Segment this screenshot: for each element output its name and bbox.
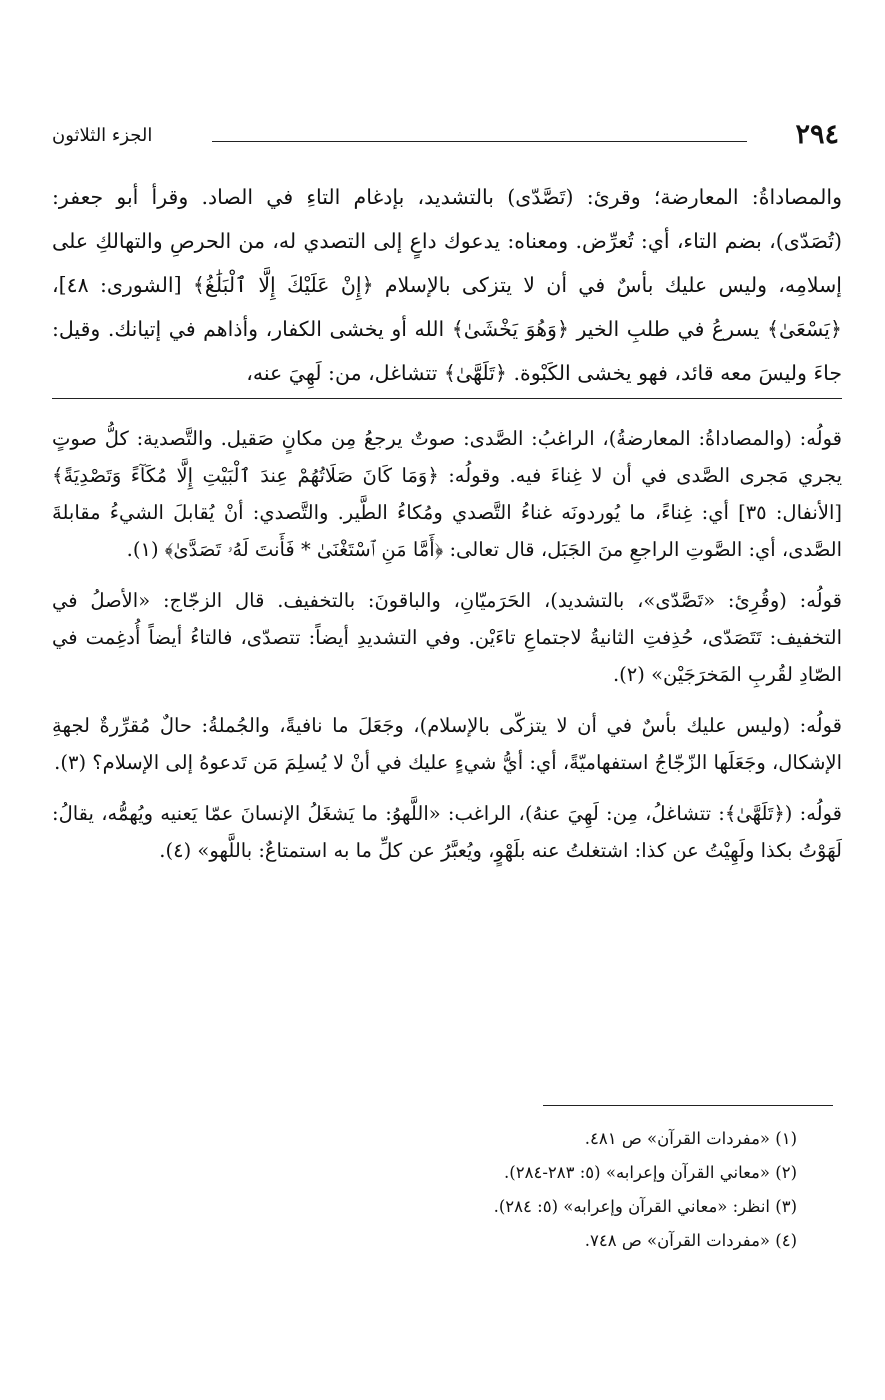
footnote: (٢) «معاني القرآن وإعرابه» (٥: ٢٨٣-٢٨٤). — [504, 1163, 797, 1182]
main-text — [52, 175, 842, 395]
running-title: الجزء الثلاثون — [52, 125, 153, 146]
page-header — [52, 118, 839, 158]
header-rule — [212, 141, 747, 142]
commentary-paragraph: قولُه: (والمصاداةُ: المعارضةُ)، الراغبُ: الصَّدى: صوتٌ يرجعُ مِن مكانٍ صَقيل. والتَّصدية: كلُّ صوتٍ يجري مَجرى الصَّدى في أن لا غِناءَ فيه. وقولُه: ﴿وَمَا كَانَ صَلَاتُهُمْ عِندَ ٱلْبَيْتِ إِلَّا مُكَآءً وَتَصْدِيَةً﴾ [الأنفال: ٣٥] أي: غِناءً، ما يُوردونَه غناءُ التَّصدي ومُكاءُ الطَّير. والتَّصدي: أنْ يُقابلَ الشيءُ مقابلةَ الصَّدى، أي: الصَّوتِ الراجعِ منَ الجَبَل، قال تعالى: ﴿أَمَّا مَنِ ٱسْتَغْنَىٰ * فَأَنتَ لَهُۥ تَصَدَّىٰ﴾ (١). — [52, 427, 842, 561]
footnote: (٤) «مفردات القرآن» ص ٧٤٨. — [584, 1231, 797, 1250]
commentary-paragraph: قولُه: (﴿تَلَهَّىٰ﴾: تتشاغلُ، مِن: لَهِيَ عنهُ)، الراغب: «اللَّهوُ: ما يَشغَلُ الإنسانَ عمّا يَعنيه ويُهمُّه، يقالُ: لَهَوْتُ بكذا ولَهِيْتُ عن كذا: اشتغلتُ عنه بلَهْوٍ، ويُعبَّرُ عن كلِّ ما به استمتاعٌ: باللَّهو» (٤). — [52, 802, 842, 862]
footnote: (١) «مفردات القرآن» ص ٤٨١. — [584, 1129, 797, 1148]
footnotes — [52, 1122, 797, 1258]
main-paragraph: والمصاداةُ: المعارضة؛ وقرئ: (تَصَّدّى) بالتشديد، بإدغام التاءِ في الصاد. وقرأ أبو جعفر: (تُصَدّى)، بضم التاء، أي: تُعرِّض. ومعناه: يدعوك داعٍ إلى التصدي له، من الحرصِ والتهالكِ على إسلامِه، وليس عليك بأسٌ في أن لا يتزكى بالإسلام ﴿إِنْ عَلَيْكَ إِلَّا ٱلْبَلَٰغُ﴾ [الشورى: ٤٨]، ﴿يَسْعَىٰ﴾ يسرعُ في طلبِ الخير ﴿وَهُوَ يَخْشَىٰ﴾ الله أو يخشى الكفار، وأذاهم في إتيانك. وقيل: جاءَ وليسَ معه قائد، فهو يخشى الكَبْوة. ﴿تَلَهَّىٰ﴾ تتشاغل، من: لَهِيَ عنه، — [52, 185, 842, 385]
footnote-divider — [543, 1105, 833, 1106]
page-number: ٢٩٤ — [795, 119, 839, 150]
section-divider — [52, 398, 842, 399]
commentary — [52, 420, 842, 883]
commentary-paragraph: قولُه: (وقُرِئ: «تَصَّدّى»، بالتشديد)، الحَرَميّانِ، والباقونَ: بالتخفيف. قال الزجّاج: «الأصلُ في التخفيف: تَتَصَدّى، حُذِفتِ الثانيةُ لاجتماعِ تاءَيْن. وفي التشديدِ أيضاً: تتصدّى، فالتاءُ أيضاً أُدغِمت في الصّادِ لقُربِ المَخرَجَيْن» (٢). — [52, 589, 842, 686]
commentary-paragraph: قولُه: (وليس عليك بأسٌ في أن لا يتزكّى بالإسلام)، وجَعَلَ ما نافيةً، والجُملةُ: حالٌ مُقرِّرةٌ لجهةِ الإشكال، وجَعَلَها الزّجّاجُ استفهاميّةً، أي: أيُّ شيءٍ عليك في أنْ لا يُسلِمَ مَن تَدعوهُ إلى الإسلام؟ (٣). — [52, 714, 842, 774]
footnote: (٣) انظر: «معاني القرآن وإعرابه» (٥: ٢٨٤). — [493, 1197, 797, 1216]
